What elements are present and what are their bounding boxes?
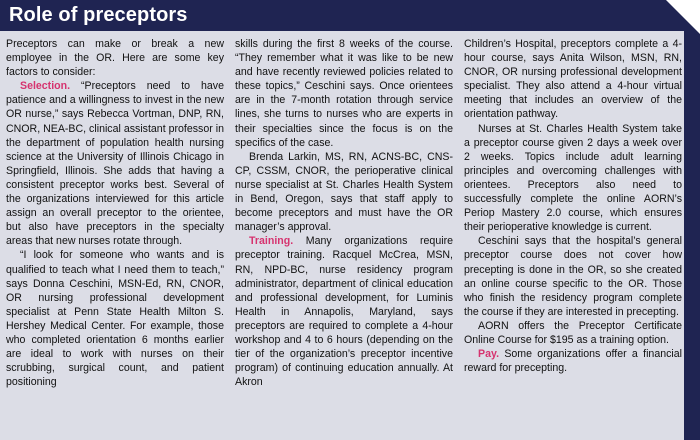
pay-text: Some organizations offer a financial reward for precepting. xyxy=(464,348,682,375)
online-course-paragraph: Ceschini says that the hospital’s general preceptor course does not cover how precepting is done in the OR, so she created an online course specific to the OR. Those who finish the residency program complete the course if they are interested in precepting. xyxy=(464,235,682,318)
selection-paragraph xyxy=(6,79,224,248)
larkin-paragraph: Brenda Larkin, MS, RN, ACNS-BC, CNS-CP, CSSM, CNOR, the perioperative clinical nurse specialist at St. Charles Health System in Bend, Oregon, says that staff apply to become preceptors and must have the OR manager’s approval. xyxy=(235,150,453,234)
akron-paragraph: Children’s Hospital, preceptors complete a 4-hour course, says Anita Wilson, MSN, RN, CNOR, OR nursing professional development specialist. They also attend a 4-hour virtual meeting that includes an overview of the orientation pathway. xyxy=(464,38,682,121)
st-charles-paragraph: Nurses at St. Charles Health System take a preceptor course given 2 days a week over 2 weeks. Topics include adult learning principles and overcoming challenges with orientees. Preceptors also need to successfully complete the online AORN’s Periop Mastery 2.0 course, which ensures their perioperative knowledge is current. xyxy=(464,122,682,234)
folded-corner xyxy=(666,0,700,34)
pay-heading: Pay. xyxy=(478,348,500,361)
selection-text: “Preceptors need to have patience and a willingness to invest in the new OR nurse,” says Rebecca Vortman, DNP, RN, CNOR, NEA-BC, clinical assistant professor in the department of population health nursing science at the University of Illinois Chicago in Springfield, Illinois. She adds that having a consistent preceptor works best. Several of the organizations interviewed for this article assign an overall preceptor to the orientee, but also have preceptors in the specialty areas that new nurses rotate through. xyxy=(6,80,224,248)
column-3 xyxy=(464,37,682,437)
training-heading: Training. xyxy=(249,235,294,248)
article-columns xyxy=(6,37,682,437)
right-edge-bar xyxy=(684,0,700,440)
ceschini-paragraph: “I look for someone who wants and is qualified to teach what I need them to teach,” says Donna Ceschini, MSN-Ed, RN, CNOR, OR nursing professional development specialist at Penn State Health Milton S. Hershey Medical Center. For example, those who completed orientation 6 months earlier are ideal to work with nurses on their scrubbing, surgical count, and patient positioning xyxy=(6,249,224,389)
skills-paragraph: skills during the first 8 weeks of the course. “They remember what it was like to be new and have recently reviewed policies related to these topics,” Ceschini says. Once orientees are in the 7-month rotation through service lines, she turns to nurses who are experts in their specialties since the focus is on the specifics of the case. xyxy=(235,38,453,149)
column-1 xyxy=(6,37,224,437)
intro-paragraph: Preceptors can make or break a new employee in the OR. Here are some key factors to consider: xyxy=(6,38,224,79)
pay-paragraph xyxy=(464,347,682,375)
training-paragraph xyxy=(235,234,453,389)
title-band xyxy=(0,0,700,31)
training-text: Many organizations require preceptor training. Racquel McCrea, MSN, RN, NPD-BC, nurse residency program administrator, department of clinical education and professional development, for Luminis Health in Annapolis, Maryland, says preceptors are required to complete a 4-hour workshop and 4 to 6 hours (depending on the tier of the organization’s preceptor incentive program) of continuing education annually. At Akron xyxy=(235,235,453,389)
selection-heading: Selection. xyxy=(20,80,71,93)
aorn-paragraph: AORN offers the Preceptor Certificate Online Course for $195 as a training option. xyxy=(464,319,682,346)
column-2 xyxy=(235,37,453,437)
page-title: Role of preceptors xyxy=(9,4,188,26)
